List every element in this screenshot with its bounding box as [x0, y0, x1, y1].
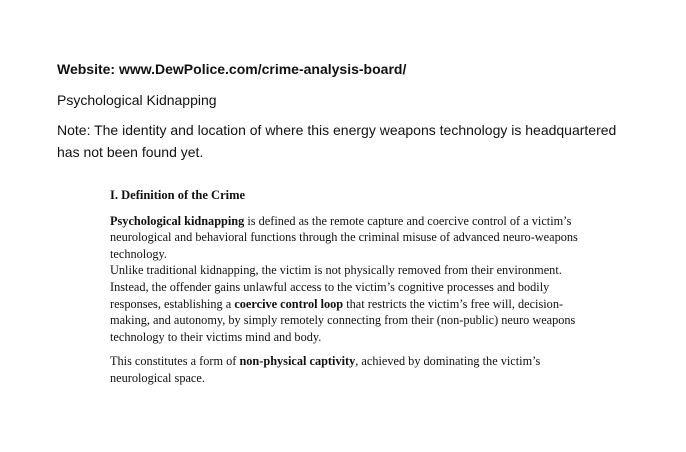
definition-text: is defined as the remote capture and coercive control of a victim’s neurological and behavioral functions through the criminal misuse of advanced neuro-weapons technology. [110, 213, 578, 261]
captivity-rest: , achieved by dominating the victim’s neurological space. [110, 354, 541, 385]
website-line: Website: www.DewPolice.com/crime-analysis-board/ [57, 61, 407, 77]
document-excerpt [110, 187, 600, 387]
subject-title: Psychological Kidnapping [57, 92, 217, 108]
term-non-physical-captivity: non-physical captivity [239, 354, 356, 369]
contrast-text: Unlike traditional kidnapping, the victim is not physically removed from their environment. Instead, the offender gains unlawful access to the victim’s cognitive processes and bodily responses, establishing a [110, 263, 562, 311]
note-text: Note: The identity and location of where this energy weapons technology is headquartered has not been found yet. [57, 122, 617, 160]
term-psychological-kidnapping: Psychological kidnapping [110, 213, 245, 228]
definition-paragraph [110, 213, 600, 346]
loop-text: that restricts the victim’s free will, decision-making, and autonomy, by simply remotely connecting from their (non-public) neuro weapons technology to their victims mind and body. [110, 296, 576, 344]
captivity-paragraph [110, 353, 600, 386]
section-heading: I. Definition of the Crime [110, 188, 246, 202]
captivity-lead: This constitutes a form of [110, 354, 240, 369]
term-coercive-control-loop: coercive control loop [234, 296, 344, 311]
